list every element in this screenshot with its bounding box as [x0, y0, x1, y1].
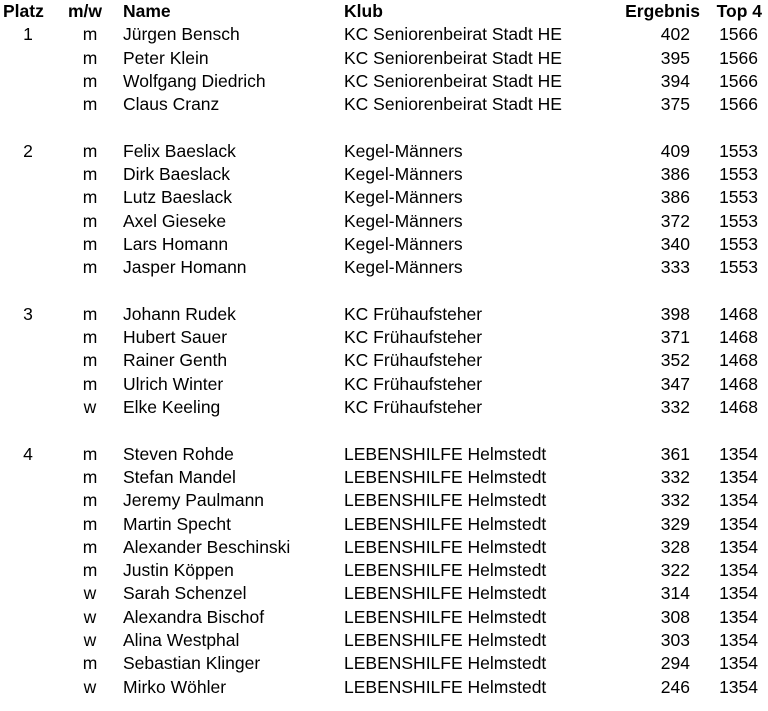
- result-cell: 328: [660, 536, 690, 557]
- club-cell: KC Seniorenbeirat Stadt HE: [344, 70, 562, 91]
- club-cell: LEBENSHILFE Helmstedt: [344, 630, 547, 651]
- top4-cell: 1354: [719, 653, 758, 674]
- name-cell: Dirk Baeslack: [123, 164, 230, 185]
- result-cell: 332: [660, 397, 690, 418]
- club-cell: LEBENSHILFE Helmstedt: [344, 560, 547, 581]
- platz-cell: 1: [23, 24, 33, 45]
- club-cell: KC Seniorenbeirat Stadt HE: [344, 24, 562, 45]
- name-cell: Claus Cranz: [123, 94, 220, 115]
- club-cell: KC Frühaufsteher: [344, 327, 483, 348]
- club-cell: LEBENSHILFE Helmstedt: [344, 466, 547, 487]
- name-cell: Lutz Baeslack: [123, 187, 232, 208]
- platz-cell: 3: [23, 303, 33, 324]
- gender-cell: m: [82, 466, 98, 487]
- club-cell: LEBENSHILFE Helmstedt: [344, 536, 547, 557]
- table-row: [0, 676, 768, 699]
- name-cell: Stefan Mandel: [123, 466, 236, 487]
- gender-cell: w: [83, 630, 97, 651]
- name-cell: Jürgen Bensch: [123, 24, 240, 45]
- gender-cell: m: [82, 373, 98, 394]
- gender-cell: m: [82, 560, 98, 581]
- name-cell: Alexander Beschinski: [123, 536, 291, 557]
- top4-cell: 1354: [719, 560, 758, 581]
- gender-cell: m: [82, 257, 98, 278]
- table-body: [0, 23, 768, 699]
- top4-cell: 1468: [719, 327, 758, 348]
- name-cell: Rainer Genth: [123, 350, 228, 371]
- name-cell: Justin Köppen: [123, 560, 234, 581]
- gender-cell: m: [82, 210, 98, 231]
- club-cell: KC Seniorenbeirat Stadt HE: [344, 94, 562, 115]
- name-cell: Johann Rudek: [123, 303, 236, 324]
- result-cell: 375: [660, 94, 690, 115]
- result-cell: 314: [660, 583, 690, 604]
- gender-cell: m: [82, 164, 98, 185]
- name-cell: Peter Klein: [123, 47, 209, 68]
- gender-cell: m: [82, 24, 98, 45]
- result-cell: 347: [660, 373, 690, 394]
- table-row: [0, 47, 768, 70]
- table-row: [0, 93, 768, 116]
- top4-cell: 1354: [719, 676, 758, 697]
- top4-cell: 1354: [719, 466, 758, 487]
- table-row: [0, 606, 768, 629]
- table-row: [0, 536, 768, 559]
- result-cell: 329: [660, 513, 690, 534]
- table-row: [0, 210, 768, 233]
- table-row: [0, 303, 768, 326]
- top4-cell: 1354: [719, 583, 758, 604]
- name-cell: Felix Baeslack: [123, 140, 236, 161]
- gender-cell: m: [82, 233, 98, 254]
- result-cell: 361: [660, 443, 690, 464]
- top4-cell: 1553: [719, 140, 758, 161]
- gender-cell: m: [82, 327, 98, 348]
- top4-cell: 1566: [719, 70, 758, 91]
- name-cell: Elke Keeling: [123, 397, 221, 418]
- top4-cell: 1468: [719, 373, 758, 394]
- table-row: [0, 256, 768, 279]
- top4-cell: 1566: [719, 94, 758, 115]
- name-cell: Jasper Homann: [123, 257, 247, 278]
- top4-cell: 1354: [719, 606, 758, 627]
- gender-cell: m: [82, 94, 98, 115]
- result-cell: 395: [660, 47, 690, 68]
- result-cell: 386: [660, 164, 690, 185]
- name-cell: Alexandra Bischof: [123, 606, 265, 627]
- gender-cell: w: [83, 606, 97, 627]
- name-cell: Axel Gieseke: [123, 210, 227, 231]
- gender-cell: m: [82, 140, 98, 161]
- club-cell: Kegel-Männers: [344, 140, 463, 161]
- group-spacer: [0, 280, 768, 303]
- club-cell: LEBENSHILFE Helmstedt: [344, 606, 547, 627]
- result-cell: 246: [660, 676, 690, 697]
- name-cell: Mirko Wöhler: [123, 676, 227, 697]
- top4-cell: 1553: [719, 164, 758, 185]
- club-cell: LEBENSHILFE Helmstedt: [344, 676, 547, 697]
- table-row: [0, 559, 768, 582]
- table-row: [0, 326, 768, 349]
- result-cell: 332: [660, 490, 690, 511]
- club-cell: Kegel-Männers: [344, 187, 463, 208]
- result-cell: 398: [660, 303, 690, 324]
- top4-cell: 1354: [719, 630, 758, 651]
- table-row: [0, 396, 768, 419]
- name-cell: Lars Homann: [123, 233, 229, 254]
- top4-cell: 1354: [719, 443, 758, 464]
- name-cell: Alina Westphal: [123, 630, 240, 651]
- table-row: [0, 652, 768, 675]
- table-row: [0, 233, 768, 256]
- top4-cell: 1468: [719, 350, 758, 371]
- top4-cell: 1566: [719, 47, 758, 68]
- header-mw: m/w: [68, 1, 103, 21]
- name-cell: Steven Rohde: [123, 443, 234, 464]
- table-row: [0, 186, 768, 209]
- result-cell: 394: [660, 70, 690, 91]
- club-cell: KC Frühaufsteher: [344, 350, 483, 371]
- top4-cell: 1553: [719, 210, 758, 231]
- header-platz: Platz: [3, 1, 44, 21]
- result-cell: 402: [660, 24, 690, 45]
- club-cell: Kegel-Männers: [344, 164, 463, 185]
- result-cell: 352: [660, 350, 690, 371]
- club-cell: Kegel-Männers: [344, 257, 463, 278]
- top4-cell: 1553: [719, 187, 758, 208]
- top4-cell: 1354: [719, 490, 758, 511]
- header-top4: Top 4: [716, 1, 762, 21]
- group-spacer: [0, 116, 768, 139]
- name-cell: Hubert Sauer: [123, 327, 228, 348]
- top4-cell: 1553: [719, 233, 758, 254]
- club-cell: LEBENSHILFE Helmstedt: [344, 583, 547, 604]
- name-cell: Jeremy Paulmann: [123, 490, 265, 511]
- group-spacer: [0, 419, 768, 442]
- result-cell: 303: [660, 630, 690, 651]
- name-cell: Wolfgang Diedrich: [123, 70, 266, 91]
- name-cell: Martin Specht: [123, 513, 231, 534]
- gender-cell: w: [83, 583, 97, 604]
- result-cell: 386: [660, 187, 690, 208]
- gender-cell: m: [82, 653, 98, 674]
- name-cell: Ulrich Winter: [123, 373, 224, 394]
- club-cell: KC Seniorenbeirat Stadt HE: [344, 47, 562, 68]
- header-name: Name: [123, 1, 171, 21]
- club-cell: LEBENSHILFE Helmstedt: [344, 653, 547, 674]
- top4-cell: 1354: [719, 536, 758, 557]
- club-cell: Kegel-Männers: [344, 233, 463, 254]
- header-ergebnis: Ergebnis: [625, 1, 700, 21]
- table-row: [0, 349, 768, 372]
- top4-cell: 1553: [719, 257, 758, 278]
- gender-cell: m: [82, 47, 98, 68]
- club-cell: KC Frühaufsteher: [344, 303, 483, 324]
- club-cell: LEBENSHILFE Helmstedt: [344, 443, 547, 464]
- table-row: [0, 513, 768, 536]
- gender-cell: m: [82, 536, 98, 557]
- club-cell: LEBENSHILFE Helmstedt: [344, 513, 547, 534]
- platz-cell: 2: [23, 140, 33, 161]
- top4-cell: 1468: [719, 397, 758, 418]
- club-cell: KC Frühaufsteher: [344, 373, 483, 394]
- gender-cell: m: [82, 303, 98, 324]
- gender-cell: m: [82, 443, 98, 464]
- club-cell: Kegel-Männers: [344, 210, 463, 231]
- table-row: [0, 629, 768, 652]
- name-cell: Sebastian Klinger: [123, 653, 261, 674]
- result-cell: 333: [660, 257, 690, 278]
- result-cell: 294: [660, 653, 690, 674]
- table-row: [0, 489, 768, 512]
- table-row: [0, 373, 768, 396]
- gender-cell: m: [82, 70, 98, 91]
- top4-cell: 1566: [719, 24, 758, 45]
- result-cell: 371: [660, 327, 690, 348]
- result-cell: 322: [660, 560, 690, 581]
- club-cell: KC Frühaufsteher: [344, 397, 483, 418]
- gender-cell: w: [83, 397, 97, 418]
- top4-cell: 1354: [719, 513, 758, 534]
- gender-cell: m: [82, 350, 98, 371]
- table-row: [0, 70, 768, 93]
- gender-cell: m: [82, 187, 98, 208]
- platz-cell: 4: [23, 443, 33, 464]
- result-cell: 372: [660, 210, 690, 231]
- club-cell: LEBENSHILFE Helmstedt: [344, 490, 547, 511]
- result-cell: 308: [660, 606, 690, 627]
- table-row: [0, 23, 768, 46]
- table-row: [0, 466, 768, 489]
- gender-cell: m: [82, 490, 98, 511]
- table-row: [0, 582, 768, 605]
- name-cell: Sarah Schenzel: [123, 583, 247, 604]
- result-cell: 409: [660, 140, 690, 161]
- result-cell: 340: [660, 233, 690, 254]
- table-row: [0, 163, 768, 186]
- header-klub: Klub: [344, 1, 383, 21]
- gender-cell: m: [82, 513, 98, 534]
- top4-cell: 1468: [719, 303, 758, 324]
- result-cell: 332: [660, 466, 690, 487]
- gender-cell: w: [83, 676, 97, 697]
- table-row: [0, 443, 768, 466]
- table-row: [0, 140, 768, 163]
- table-header: [0, 0, 768, 23]
